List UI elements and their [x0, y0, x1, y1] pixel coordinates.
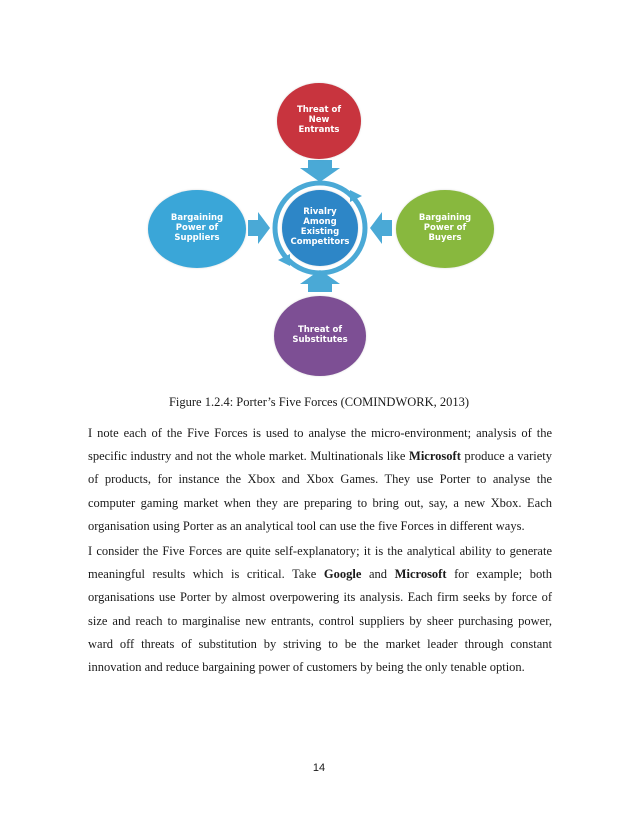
- figure-caption: Figure 1.2.4: Porter’s Five Forces (COMINDWORK, 2013): [168, 395, 470, 409]
- bargaining-power-of-buyers-label: Bargaining Power of Buyers: [418, 213, 472, 243]
- paragraph-1: [88, 422, 552, 538]
- bargaining-power-of-suppliers-circle: [148, 190, 246, 268]
- paragraph-2: [88, 540, 552, 679]
- paragraph-1-text-b: produce a variety of products, for instance the Xbox and Xbox Games. They use Porter to analyse the computer gaming market when they are preparing to bring out, say, a new Xbox. Each organisation using Porter as an analytical tool can use the five Forces in different ways.: [88, 449, 553, 533]
- arrow-from-buyers: [370, 212, 392, 244]
- arrow-from-suppliers: [248, 212, 270, 244]
- porters-five-forces-diagram: [140, 70, 500, 400]
- rivalry-circle: [282, 190, 358, 266]
- paragraph-1-bold-microsoft: Microsoft: [409, 449, 461, 464]
- paragraph-2-bold-microsoft: Microsoft: [394, 567, 447, 582]
- paragraph-1-text-a: I note each of the Five Forces is used to analyse the micro-environment; analysis of the specific industry and not the whole market. Multinationals like: [88, 426, 552, 464]
- threat-of-substitutes-label: Threat of Substitutes: [292, 325, 348, 345]
- threat-of-new-entrants-circle: [277, 83, 361, 159]
- bargaining-power-of-buyers-circle: [396, 190, 494, 268]
- paragraph-2-bold-google: Google: [323, 567, 362, 582]
- threat-of-substitutes-circle: [274, 296, 366, 376]
- threat-of-new-entrants-label: Threat of New Entrants: [296, 105, 342, 135]
- paragraph-2-text-c: for example; both organisations use Porter by almost overpowering its analysis. Each firm seeks by force of size and reach to marginalise new entrants, control suppliers by sheer purchasing power, ward off threats of substitution by striving to be the market leader through constant innovation and reduce bargaining power of customers by being the only tenable option.: [88, 567, 552, 675]
- paragraph-2-text-b: and: [361, 567, 395, 582]
- page-number: 14: [312, 762, 326, 774]
- arrow-from-new-entrants: [300, 160, 340, 182]
- bargaining-power-of-suppliers-label: Bargaining Power of Suppliers: [170, 213, 224, 243]
- paragraph-2-text-a: I consider the Five Forces are quite self-explanatory; it is the analytical ability to generate meaningful results which is critical. Take: [88, 544, 552, 582]
- rivalry-label: Rivalry Among Existing Competitors: [290, 207, 350, 247]
